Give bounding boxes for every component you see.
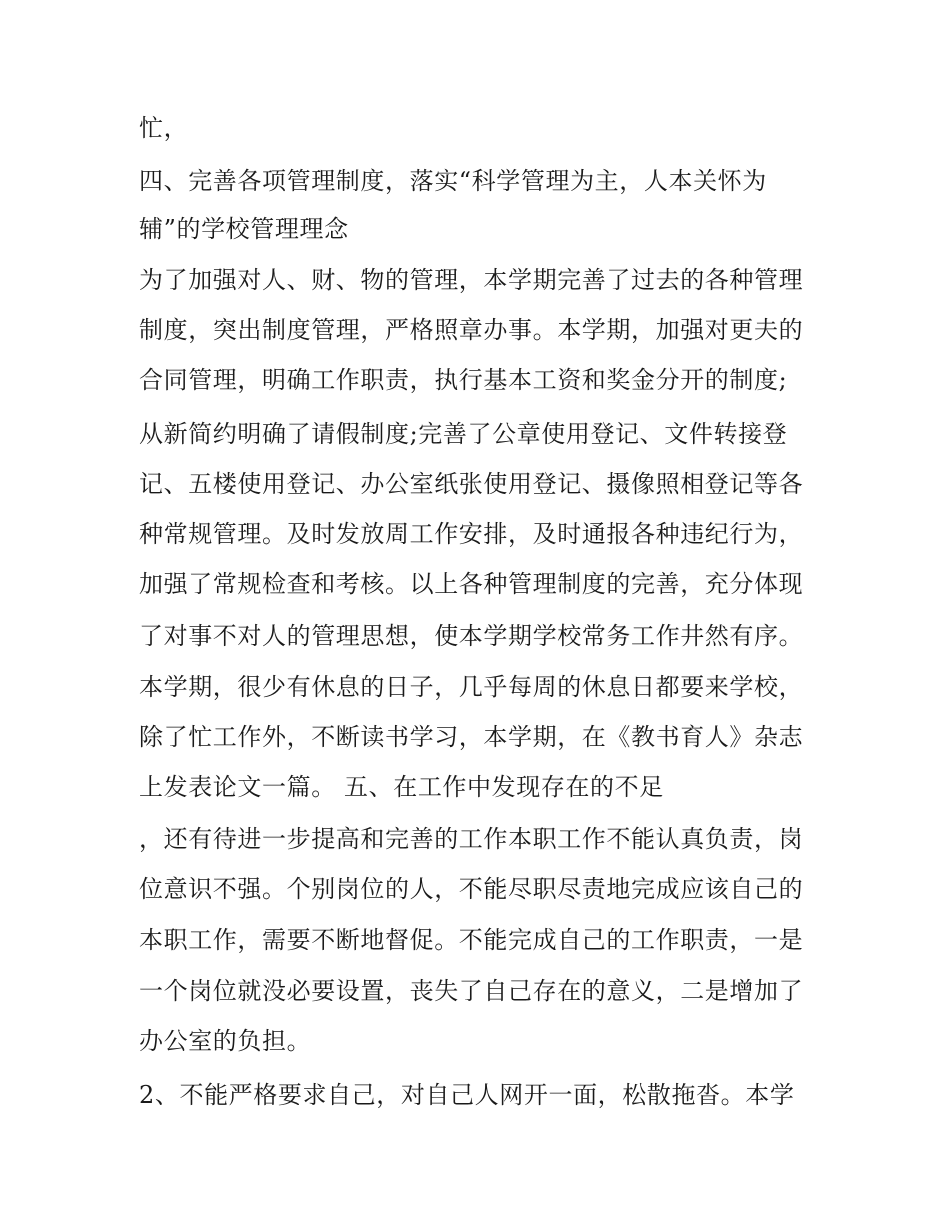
text-line: 2、不能严格要求自己，对自己人网开一面，松散拖沓。本学 (139, 1081, 795, 1109)
text-line: 办公室的负担。 (139, 1027, 312, 1055)
text-line: 从新简约明确了请假制度;完善了公章使用登记、文件转接登 (139, 420, 788, 448)
text-line: 本学期，很少有休息的日子，几乎每周的休息日都要来学校， (139, 673, 804, 701)
text-line: 记、五楼使用登记、办公室纸张使用登记、摄像照相登记等各 (139, 470, 804, 498)
text-line: 一个岗位就没必要设置，丧失了自己存在的意义，二是增加了 (139, 977, 804, 1005)
section-heading-continued: 辅”的学校管理理念 (139, 215, 349, 243)
text-line: 合同管理，明确工作职责，执行基本工资和奖金分开的制度; (139, 366, 788, 394)
text-line: 本职工作，需要不断地督促。不能完成自己的工作职责，一是 (139, 926, 804, 954)
text-line: 除了忙工作外，不断读书学习，本学期，在《教书育人》杂志 (139, 723, 804, 751)
section-heading: 四、完善各项管理制度，落实“科学管理为主，人本关怀为 (139, 167, 767, 195)
text-line: 上发表论文一篇。 五、在工作中发现存在的不足 (139, 773, 664, 801)
text-line: 加强了常规检查和考核。以上各种管理制度的完善，充分体现 (139, 570, 804, 598)
text-line: 为了加强对人、财、物的管理，本学期完善了过去的各种管理 (139, 266, 804, 294)
text-line: 位意识不强。个别岗位的人，不能尽职尽责地完成应该自己的 (139, 875, 804, 903)
text-line: 种常规管理。及时发放周工作安排，及时通报各种违纪行为， (139, 520, 804, 548)
text-line: 忙， (139, 114, 189, 142)
text-line: 了对事不对人的管理思想，使本学期学校常务工作井然有序。 (139, 622, 804, 650)
text-line: 制度，突出制度管理，严格照章办事。本学期，加强对更夫的 (139, 316, 804, 344)
text-line: ，还有待进一步提高和完善的工作本职工作不能认真负责，岗 (139, 825, 804, 853)
